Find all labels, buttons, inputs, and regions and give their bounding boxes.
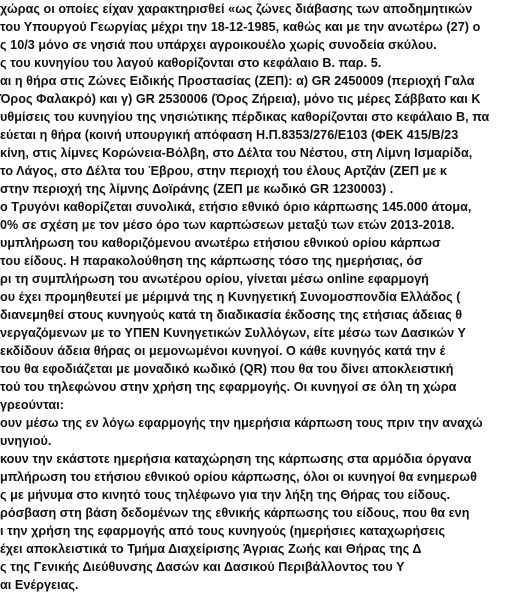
text-line: αι Ενέργειας. — [0, 578, 79, 592]
text-line: στην περιοχή της λίμνης Δοϊράνης (ΖΕΠ με κωδικό GR 1230003) . — [0, 182, 394, 196]
text-line: το Λάγος, στο Δέλτα του Έβρου, στην περιοχή του έλους Αρτζάν (ΖΕΠ με κ — [0, 164, 447, 178]
text-line: ο Τρυγόνι καθορίζεται συνολικά, ετήσιο εθνικό όριο κάρπωσης 145.000 άτομα, — [0, 200, 472, 214]
text-line: διανεμηθεί στους κυνηγούς κατά τη διαδικασία έκδοσης της ετήσιας άδειας θ — [0, 308, 463, 322]
text-line: ς της Γενικής Διεύθυνσης Δασών και Δασικού Περιβάλλοντος του Υ — [0, 560, 405, 574]
text-line: του θα εφοδιάζεται με μοναδικό κωδικό (QR) που θα του δίνει αποκλειστική — [0, 362, 454, 376]
text-line: κίνη, στις λίμνες Κορώνεια-Βόλβη, στο Δέλτα του Νέστου, στη Λίμνη Ισμαρίδα, — [0, 146, 473, 160]
text-line: ρόσβαση στη βάση δεδομένων της εθνικής κάρπωσης του είδους, που θα ενη — [0, 506, 470, 520]
text-line: Όρος Φαλακρό) και γ) GR 2530006 (Όρος Ζήρεια), μόνο τις μέρες Σάββατο και Κ — [0, 92, 481, 106]
text-line: έχει αποκλειστικά το Τμήμα Διαχείρισης Άγριας Ζωής και Θήρας της Δ — [0, 542, 422, 556]
text-line: ι την χρήση της εφαρμογής από τους κυνηγούς (ημερήσιες καταχωρήσεις — [0, 524, 446, 538]
text-line: ου έχει προμηθευτεί με μέριμνά της η Κυνηγετική Συνομοσπονδία Ελλάδος ( — [0, 290, 461, 304]
text-line: ς του κυνηγίου του λαγού καθορίζονται στο κεφάλαιο Β. παρ. 5. — [0, 56, 382, 70]
text-line: ς με μήνυμα στο κινητό τους τηλέφωνο για την λήξη της Θήρας του είδους. — [0, 488, 451, 502]
text-line: του Υπουργού Γεωργίας μέχρι την 18-12-1985, καθώς και με την ανωτέρω (27) ο — [0, 20, 481, 34]
text-line: ουν μέσω της εν λόγω εφαρμογής την ημερήσια κάρπωση τους πριν την αναχώ — [0, 416, 483, 430]
text-line: ς 10/3 μόνο σε νησιά που υπάρχει αγροικουέλο χωρίς συνοδεία σκύλου. — [0, 38, 437, 52]
text-line: υθμίσεις του κυνηγίου της νησιώτικης πέρδικας καθορίζονται στο κεφάλαιο Β, πα — [0, 110, 490, 124]
text-line: μπλήρωση του ετήσιου εθνικού ορίου κάρπωσης, όλοι οι κυνηγοί θα ενημερωθ — [0, 470, 477, 484]
text-line: χώρας οι οποίες είχαν χαρακτηρισθεί «ως ζώνες διάβασης των αποδημητικών — [0, 2, 473, 16]
text-line: τού του τηλεφώνου στην χρήση της εφαρμογής. Οι κυνηγοί σε όλη τη χώρα — [0, 380, 457, 394]
text-line: γρεούνται: — [0, 398, 65, 412]
text-line: κουν την εκάστοτε ημερήσια καταχώρηση της κάρπωσης στα αρμόδια όργανα — [0, 452, 472, 466]
text-line: ρι τη συμπλήρωση του ανωτέρου ορίου, γίνεται μέσω online εφαρμογή — [0, 272, 429, 286]
text-line: νεργαζόμενων με το ΥΠΕΝ Κυνηγετικών Συλλόγων, είτε μέσω των Δασικών Υ — [0, 326, 467, 340]
text-line: εύεται η θήρα (κοινή υπουργική απόφαση Η.Π.8353/276/Ε103 (ΦΕΚ 415/Β/23 — [0, 128, 459, 142]
text-line: αι η θήρα στις Ζώνες Ειδικής Προστασίας (ΖΕΠ): α) GR 2450009 (περιοχή Γαλα — [0, 74, 475, 88]
text-line: εκδίδουν άδεια θήρας οι μεμονωμένοι κυνηγοί. Ο κάθε κυνηγός κατά την έ — [0, 344, 446, 358]
text-line: 0% σε σχέση με τον μέσο όρο των καρπώσεων μεταξύ των ετών 2013-2018. — [0, 218, 455, 232]
text-line: του είδους. Η παρακολούθηση της κάρπωσης τόσο της ημερήσιας, όσ — [0, 254, 423, 268]
text-line: υμπλήρωση του καθοριζόμενου ανωτέρω ετήσιου εθνικού ορίου κάρπωσ — [0, 236, 441, 250]
text-line: υνηγιού. — [0, 434, 52, 448]
